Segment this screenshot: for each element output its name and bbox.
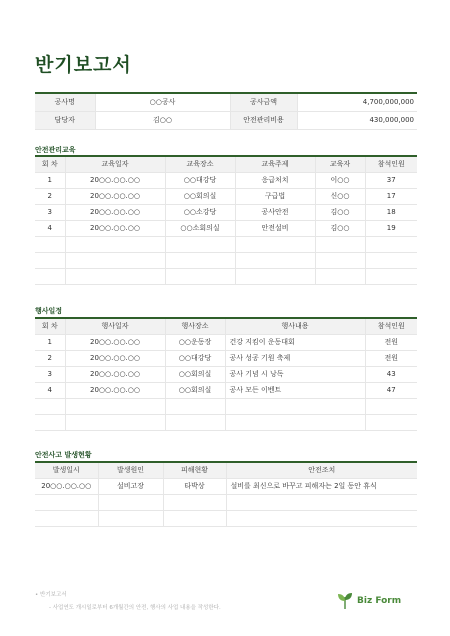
empty-cell	[35, 398, 65, 414]
empty-cell	[365, 236, 417, 252]
table-row	[35, 382, 417, 398]
edu-cell: 공사안전	[235, 204, 315, 220]
edu-cell: ○○대강당	[165, 172, 235, 188]
edu-cell: 신○○	[315, 188, 365, 204]
info-label: 담당자	[35, 111, 95, 129]
empty-cell	[165, 236, 235, 252]
event-cell: 47	[365, 382, 417, 398]
event-cell: 공사 기념 시 낭독	[225, 366, 365, 382]
accident-cell: 설비를 최신으로 바꾸고 피해자는 2일 동안 휴식	[226, 478, 417, 494]
edu-column-header: 회 차	[35, 156, 65, 172]
empty-cell	[165, 268, 235, 284]
empty-cell	[235, 236, 315, 252]
event-cell: ○○회의실	[165, 366, 225, 382]
edu-cell: 20○○.○○.○○	[65, 172, 165, 188]
empty-cell	[35, 236, 65, 252]
empty-cell	[35, 494, 98, 510]
empty-row	[35, 252, 417, 268]
edu-section-title: 안전관리교육	[35, 146, 76, 154]
info-value: 430,000,000	[297, 111, 417, 129]
empty-row	[35, 236, 417, 252]
empty-cell	[315, 268, 365, 284]
edu-cell: 구급법	[235, 188, 315, 204]
table-row	[35, 366, 417, 382]
empty-cell	[163, 510, 226, 526]
event-cell: 2	[35, 350, 65, 366]
info-table	[35, 92, 417, 130]
biz-form-logo	[337, 592, 401, 610]
edu-cell: 37	[365, 172, 417, 188]
event-cell: ○○운동장	[165, 334, 225, 350]
accident-cell: 타박상	[163, 478, 226, 494]
event-section-title: 행사일정	[35, 307, 63, 315]
empty-cell	[365, 414, 417, 430]
edu-cell: 3	[35, 204, 65, 220]
accident-column-header: 발생일시	[35, 462, 98, 478]
empty-cell	[35, 510, 98, 526]
event-column-header: 행사장소	[165, 318, 225, 334]
accident-cell: 20○○.○○.○○	[35, 478, 98, 494]
event-column-header: 행사내용	[225, 318, 365, 334]
edu-cell: ○○회의실	[165, 188, 235, 204]
edu-cell: 17	[365, 188, 417, 204]
event-cell: 전원	[365, 350, 417, 366]
empty-cell	[65, 398, 165, 414]
event-cell: 건강 지킴이 운동대회	[225, 334, 365, 350]
edu-cell: 4	[35, 220, 65, 236]
event-cell: 4	[35, 382, 65, 398]
empty-cell	[65, 268, 165, 284]
empty-cell	[165, 252, 235, 268]
empty-cell	[315, 252, 365, 268]
event-cell: 공사 모든 이벤트	[225, 382, 365, 398]
footer-description: - 사업연도 개시일로부터 6개월간의 안전, 행사의 사업 내용을 작성한다.	[49, 605, 221, 611]
event-cell: 전원	[365, 334, 417, 350]
event-cell: 20○○.○○.○○	[65, 334, 165, 350]
info-value: ○○공사	[95, 93, 230, 111]
table-row	[35, 220, 417, 236]
empty-cell	[98, 494, 163, 510]
edu-column-header: 참석인원	[365, 156, 417, 172]
empty-row	[35, 510, 417, 526]
edu-cell: 응급처치	[235, 172, 315, 188]
edu-cell: ○○소강당	[165, 204, 235, 220]
empty-cell	[235, 252, 315, 268]
empty-cell	[35, 268, 65, 284]
edu-cell: 18	[365, 204, 417, 220]
empty-cell	[365, 398, 417, 414]
empty-cell	[365, 268, 417, 284]
edu-cell: 김○○	[315, 220, 365, 236]
document-title: 반기보고서	[35, 54, 132, 76]
edu-cell: 20○○.○○.○○	[65, 220, 165, 236]
edu-column-header: 교육일자	[65, 156, 165, 172]
edu-cell: 20○○.○○.○○	[65, 204, 165, 220]
accident-section-title: 안전사고 발생현황	[35, 451, 92, 459]
event-cell: ○○대강당	[165, 350, 225, 366]
info-label: 공사금액	[230, 93, 297, 111]
empty-cell	[365, 252, 417, 268]
info-row	[35, 111, 417, 129]
edu-cell: 19	[365, 220, 417, 236]
footer-note	[35, 590, 221, 611]
empty-cell	[315, 236, 365, 252]
empty-row	[35, 414, 417, 430]
edu-cell: 이○○	[315, 172, 365, 188]
table-row	[35, 350, 417, 366]
empty-cell	[165, 398, 225, 414]
empty-cell	[35, 252, 65, 268]
empty-cell	[35, 414, 65, 430]
empty-cell	[235, 268, 315, 284]
table-row	[35, 334, 417, 350]
edu-column-header: 교육주제	[235, 156, 315, 172]
event-cell: 1	[35, 334, 65, 350]
event-cell: 공사 성공 기원 축제	[225, 350, 365, 366]
edu-cell: 1	[35, 172, 65, 188]
edu-cell: 김○○	[315, 204, 365, 220]
event-cell: 20○○.○○.○○	[65, 350, 165, 366]
event-column-header: 참석인원	[365, 318, 417, 334]
event-cell: 43	[365, 366, 417, 382]
empty-cell	[65, 414, 165, 430]
info-label: 안전관리비용	[230, 111, 297, 129]
accident-table	[35, 461, 417, 527]
event-table	[35, 317, 417, 431]
event-cell: 20○○.○○.○○	[65, 382, 165, 398]
empty-cell	[65, 236, 165, 252]
accident-column-header: 안전조치	[226, 462, 417, 478]
empty-row	[35, 494, 417, 510]
empty-row	[35, 398, 417, 414]
edu-cell: 20○○.○○.○○	[65, 188, 165, 204]
event-column-header: 행사일자	[65, 318, 165, 334]
edu-cell: 2	[35, 188, 65, 204]
footer-title: • 반기보고서	[35, 592, 67, 598]
edu-cell: 안전설비	[235, 220, 315, 236]
accident-column-header: 발생원인	[98, 462, 163, 478]
table-row	[35, 188, 417, 204]
empty-cell	[225, 414, 365, 430]
info-value: 김○○	[95, 111, 230, 129]
edu-column-header: 교육장소	[165, 156, 235, 172]
event-column-header: 회 차	[35, 318, 65, 334]
empty-cell	[165, 414, 225, 430]
leaf-logo-icon	[337, 592, 353, 610]
info-row	[35, 93, 417, 111]
event-cell: ○○회의실	[165, 382, 225, 398]
info-value: 4,700,000,000	[297, 93, 417, 111]
accident-cell: 설비고장	[98, 478, 163, 494]
event-cell: 20○○.○○.○○	[65, 366, 165, 382]
empty-cell	[65, 252, 165, 268]
table-row	[35, 478, 417, 494]
empty-cell	[226, 510, 417, 526]
table-row	[35, 172, 417, 188]
logo-text: Biz Form	[357, 596, 402, 606]
accident-column-header: 피해현황	[163, 462, 226, 478]
edu-column-header: 교육자	[315, 156, 365, 172]
table-row	[35, 204, 417, 220]
empty-cell	[225, 398, 365, 414]
empty-cell	[226, 494, 417, 510]
empty-cell	[98, 510, 163, 526]
event-cell: 3	[35, 366, 65, 382]
edu-cell: ○○소회의실	[165, 220, 235, 236]
edu-table	[35, 155, 417, 285]
empty-cell	[163, 494, 226, 510]
empty-row	[35, 268, 417, 284]
info-label: 공사명	[35, 93, 95, 111]
